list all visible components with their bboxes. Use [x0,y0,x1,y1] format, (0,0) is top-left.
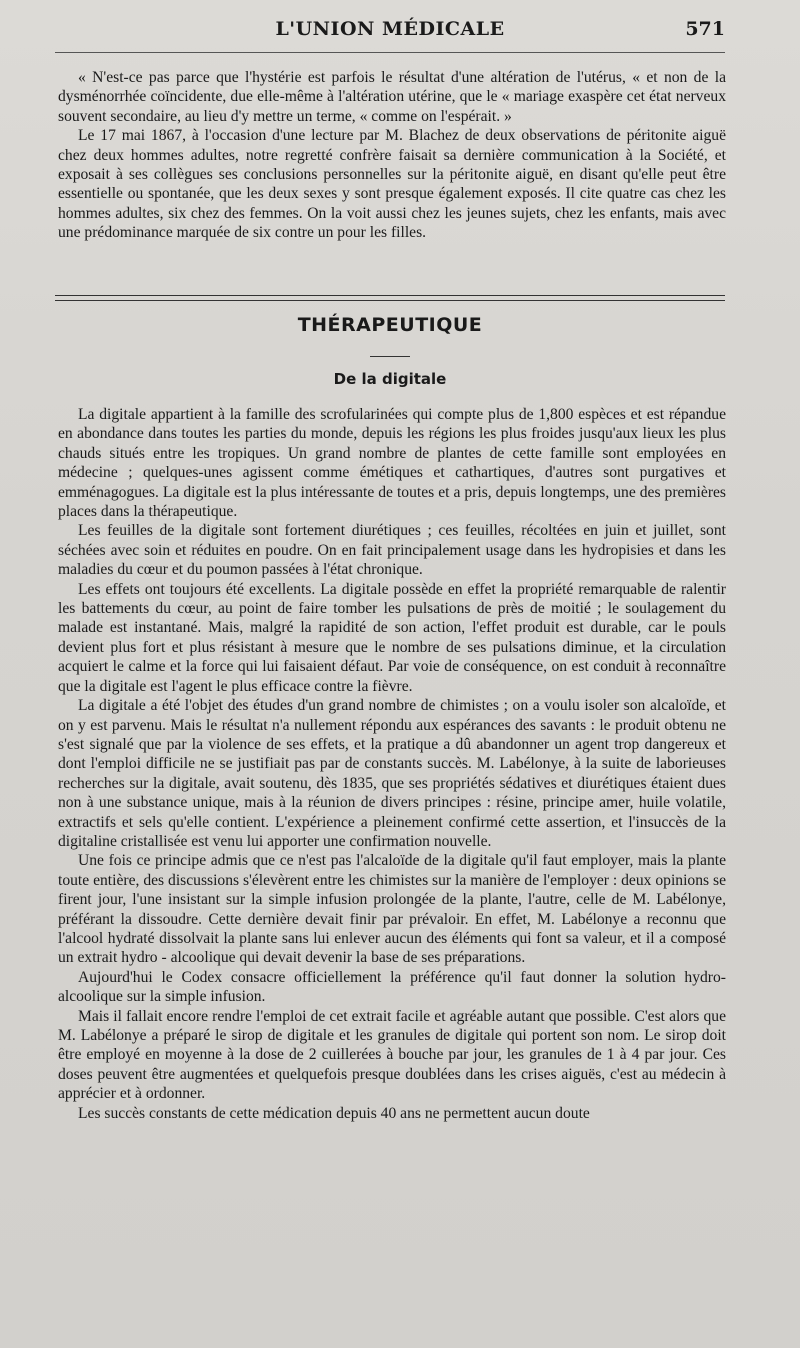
title-rule [370,356,410,357]
body-paragraph: La digitale a été l'objet des études d'un grand nombre de chimistes ; on a voulu isoler son alcaloïde, et on y est parvenu. Mais le résultat n'a nullement répondu aux espérances des savants : le produit obtenu ne s'est signalé que par la violence de ses effets, et la pratique a dû abandonner un agent trop dangereux et dont l'emploi difficile ne se justifiait pas par de constants succès. M. Labélonye, à la suite de laborieuses recherches sur la digitale, avait soutenu, dès 1835, que ses propriétés sédatives et diurétiques étaient dues non à une substance unique, mais à la réunion de divers principes : résine, principe amer, huile volatile, extractifs et sels qu'elle contient. L'expérience a pleinement confirmé cette assertion, et l'insuccès de la digitaline cristallisée est venu lui apporter une confirmation nouvelle. [58,697,726,850]
body-paragraph: Une fois ce principe admis que ce n'est pas l'alcaloïde de la digitale qu'il faut employer, mais la plante toute entière, des discussions s'élevèrent entre les chimistes sur la manière de l'employer : deux opinions se firent jour, l'une insistant sur la simple infusion prolongée de la plante, l'autre, celle de M. Labélonye, préférant la dissoudre. Cette dernière devait finir par prévaloir. En effet, M. Labélonye a reconnu que l'alcool hydraté dissolvait la plante sans lui enlever aucun des éléments qui font sa valeur, et il a composé un extrait hydro - alcoolique qui devait devenir la base de ses préparations. [58,852,726,967]
article-title: De la digitale [333,370,447,388]
article-body [58,405,726,1123]
quote-paragraph: « N'est-ce pas parce que l'hystérie est parfois le résultat d'une altération de l'utérus, « et non de la dysménorrhée coïncidente, due elle-même à l'altération utérine, que le « mariage exaspère cet état nerveux souvent secondaire, au lieu d'y mettre un terme, « comme on l'espérait. » [58,69,726,125]
body-paragraph: Les effets ont toujours été excellents. La digitale possède en effet la propriété remarquable de ralentir les battements du cœur, au point de faire tomber les pulsations de près de moitié ; le soulagement du malade est instantané. Mais, malgré la rapidité de son action, l'effet produit est durable, car le pouls devient plus fort et plus résistant à mesure que le nombre de ses pulsations diminue, et la circulation acquiert le calme et la force qui lui faisaient défaut. Par voie de conséquence, on est conduit à reconnaître que la digitale est l'agent le plus efficace contre la fièvre. [58,580,726,695]
intro-text [58,68,726,243]
intro-quote [58,68,726,126]
intro-paragraph: Le 17 mai 1867, à l'occasion d'une lecture par M. Blachez de deux observations de péritonite aiguë chez deux hommes adultes, notre regretté confrère faisait sa dernière communication à la Société, et exposait à ses collègues ses conclusions personnelles sur la péritonite aiguë, en disant qu'elle peut être essentielle ou spontanée, que les deux sexes y sont presque également exposés. Il cite quatre cas chez les hommes adultes, six chez des femmes. On la voit aussi chez les jeunes sujets, chez les enfants, mais avec une prédominance marquée de six contre un pour les filles. [58,127,726,242]
section-divider [55,295,725,301]
body-paragraph: Mais il fallait encore rendre l'emploi de cet extrait facile et agréable autant que possible. C'est alors que M. Labélonye a préparé le sirop de digitale et les granules de digitale qui portent son nom. Le sirop doit être employé en moyenne à la dose de 2 cuillerées à bouche par jour, les granules de 1 à 4 par jour. Ces doses peuvent être augmentées et quelquefois presque doublées dans les crises aiguës, c'est au médecin à apprécier et à ordonner. [58,1007,726,1103]
running-title: L'UNION MÉDICALE [275,18,505,40]
body-paragraph: La digitale appartient à la famille des scrofularinées qui compte plus de 1,800 espèces et est répandue en abondance dans toutes les parties du monde, depuis les régions les plus froides jusqu'aux lieux les plus chauds situés entre les tropiques. Un grand nombre de plantes de cette famille sont employées en médecine ; quelques-unes agissent comme émétiques et cathartiques, d'autres sont purgatives et emménagogues. La digitale est la plus intéressante de toutes et a pris, depuis longtemps, une des premières places dans la thérapeutique. [58,406,726,521]
page-number: 571 [685,18,725,40]
body-paragraph: Les succès constants de cette médication depuis 40 ans ne permettent aucun doute [78,1104,590,1122]
header-rule [55,52,725,53]
body-paragraph: Aujourd'hui le Codex consacre officiellement la préférence qu'il faut donner la solution hydro-alcoolique sur la simple infusion. [58,968,726,1006]
body-paragraph: Les feuilles de la digitale sont fortement diurétiques ; ces feuilles, récoltées en juin et juillet, sont séchées avec soin et réduites en poudre. On en fait principalement usage dans les hydropisies et dans les maladies du cœur et du poumon passées à l'état chronique. [58,522,726,579]
section-title: THÉRAPEUTIQUE [297,314,483,336]
running-head [55,18,725,44]
